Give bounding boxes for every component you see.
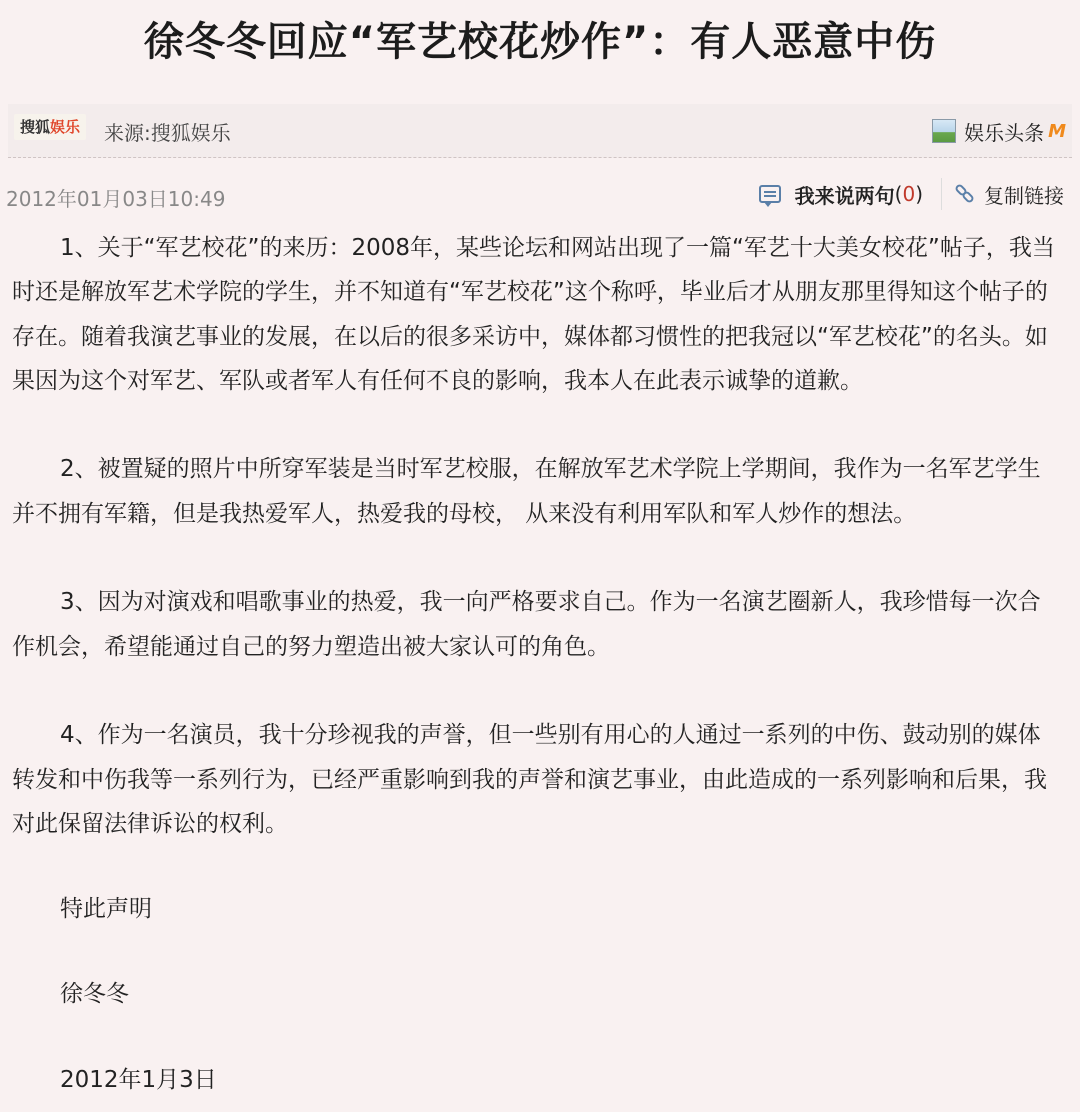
signature: 徐冬冬 bbox=[60, 981, 129, 1008]
article-title: 徐冬冬回应“军艺校花炒作”：有人恶意中伤 bbox=[143, 19, 937, 65]
comment-link[interactable]: 我来说两句 bbox=[794, 183, 895, 208]
publish-date: 2012年01月03日10:49 bbox=[6, 187, 226, 211]
link-icon[interactable] bbox=[954, 183, 976, 205]
signature-date: 2012年1月3日 bbox=[60, 1066, 217, 1093]
paragraph-3: 3、因为对演戏和唱歌事业的热爱，我一向严格要求自己。作为一名演艺圈新人，我珍惜每一次合作机会，希望能通过自己的努力塑造出被大家认可的角色。 bbox=[12, 589, 1041, 660]
comment-icon[interactable] bbox=[759, 185, 781, 203]
sohu-entertainment-logo[interactable] bbox=[14, 114, 86, 140]
closing-statement: 特此声明 bbox=[60, 896, 152, 923]
comment-count[interactable]: 0 bbox=[902, 182, 916, 206]
image-icon bbox=[932, 119, 956, 143]
entertainment-headlines-link[interactable] bbox=[932, 116, 1066, 146]
headline-link-label: 娱乐头条 bbox=[964, 120, 1045, 145]
logo-text-entertainment: 娱乐 bbox=[50, 118, 81, 136]
copy-link-button[interactable]: 复制链接 bbox=[984, 183, 1064, 208]
paragraph-4: 4、作为一名演员，我十分珍视我的声誉，但一些别有用心的人通过一系列的中伤、鼓动别的媒体转发和中伤我等一系列行为，已经严重影响到我的声誉和演艺事业，由此造成的一系列影响和后果，我对此保留法律诉讼的权利。 bbox=[12, 722, 1047, 837]
m-badge-icon: M bbox=[1048, 120, 1066, 142]
paragraph-2: 2、被置疑的照片中所穿军装是当时军艺校服，在解放军艺术学院上学期间，我作为一名军艺学生并不拥有军籍，但是我热爱军人，热爱我的母校， 从来没有利用军队和军人炒作的想法。 bbox=[12, 456, 1041, 527]
paragraph-1: 1、关于“军艺校花”的来历：2008年，某些论坛和网站出现了一篇“军艺十大美女校花”帖子，我当时还是解放军艺术学院的学生，并不知道有“军艺校花”这个称呼，毕业后才从朋友那里得知这个帖子的存在。随着我演艺事业的发展，在以后的很多采访中，媒体都习惯性的把我冠以“军艺校花”的名头。如果因为这个对军艺、军队或者军人有任何不良的影响，我本人在此表示诚挚的道歉。 bbox=[12, 235, 1055, 394]
article-tools bbox=[759, 176, 1064, 212]
tools-divider bbox=[941, 178, 942, 210]
comment-count-open: ( bbox=[894, 182, 903, 206]
article-body bbox=[12, 226, 1062, 1102]
source-bar bbox=[8, 104, 1072, 158]
comment-count-close: ) bbox=[915, 182, 923, 206]
logo-text-sohu: 搜狐 bbox=[20, 118, 51, 136]
source-label: 来源:搜狐娱乐 bbox=[104, 121, 231, 145]
